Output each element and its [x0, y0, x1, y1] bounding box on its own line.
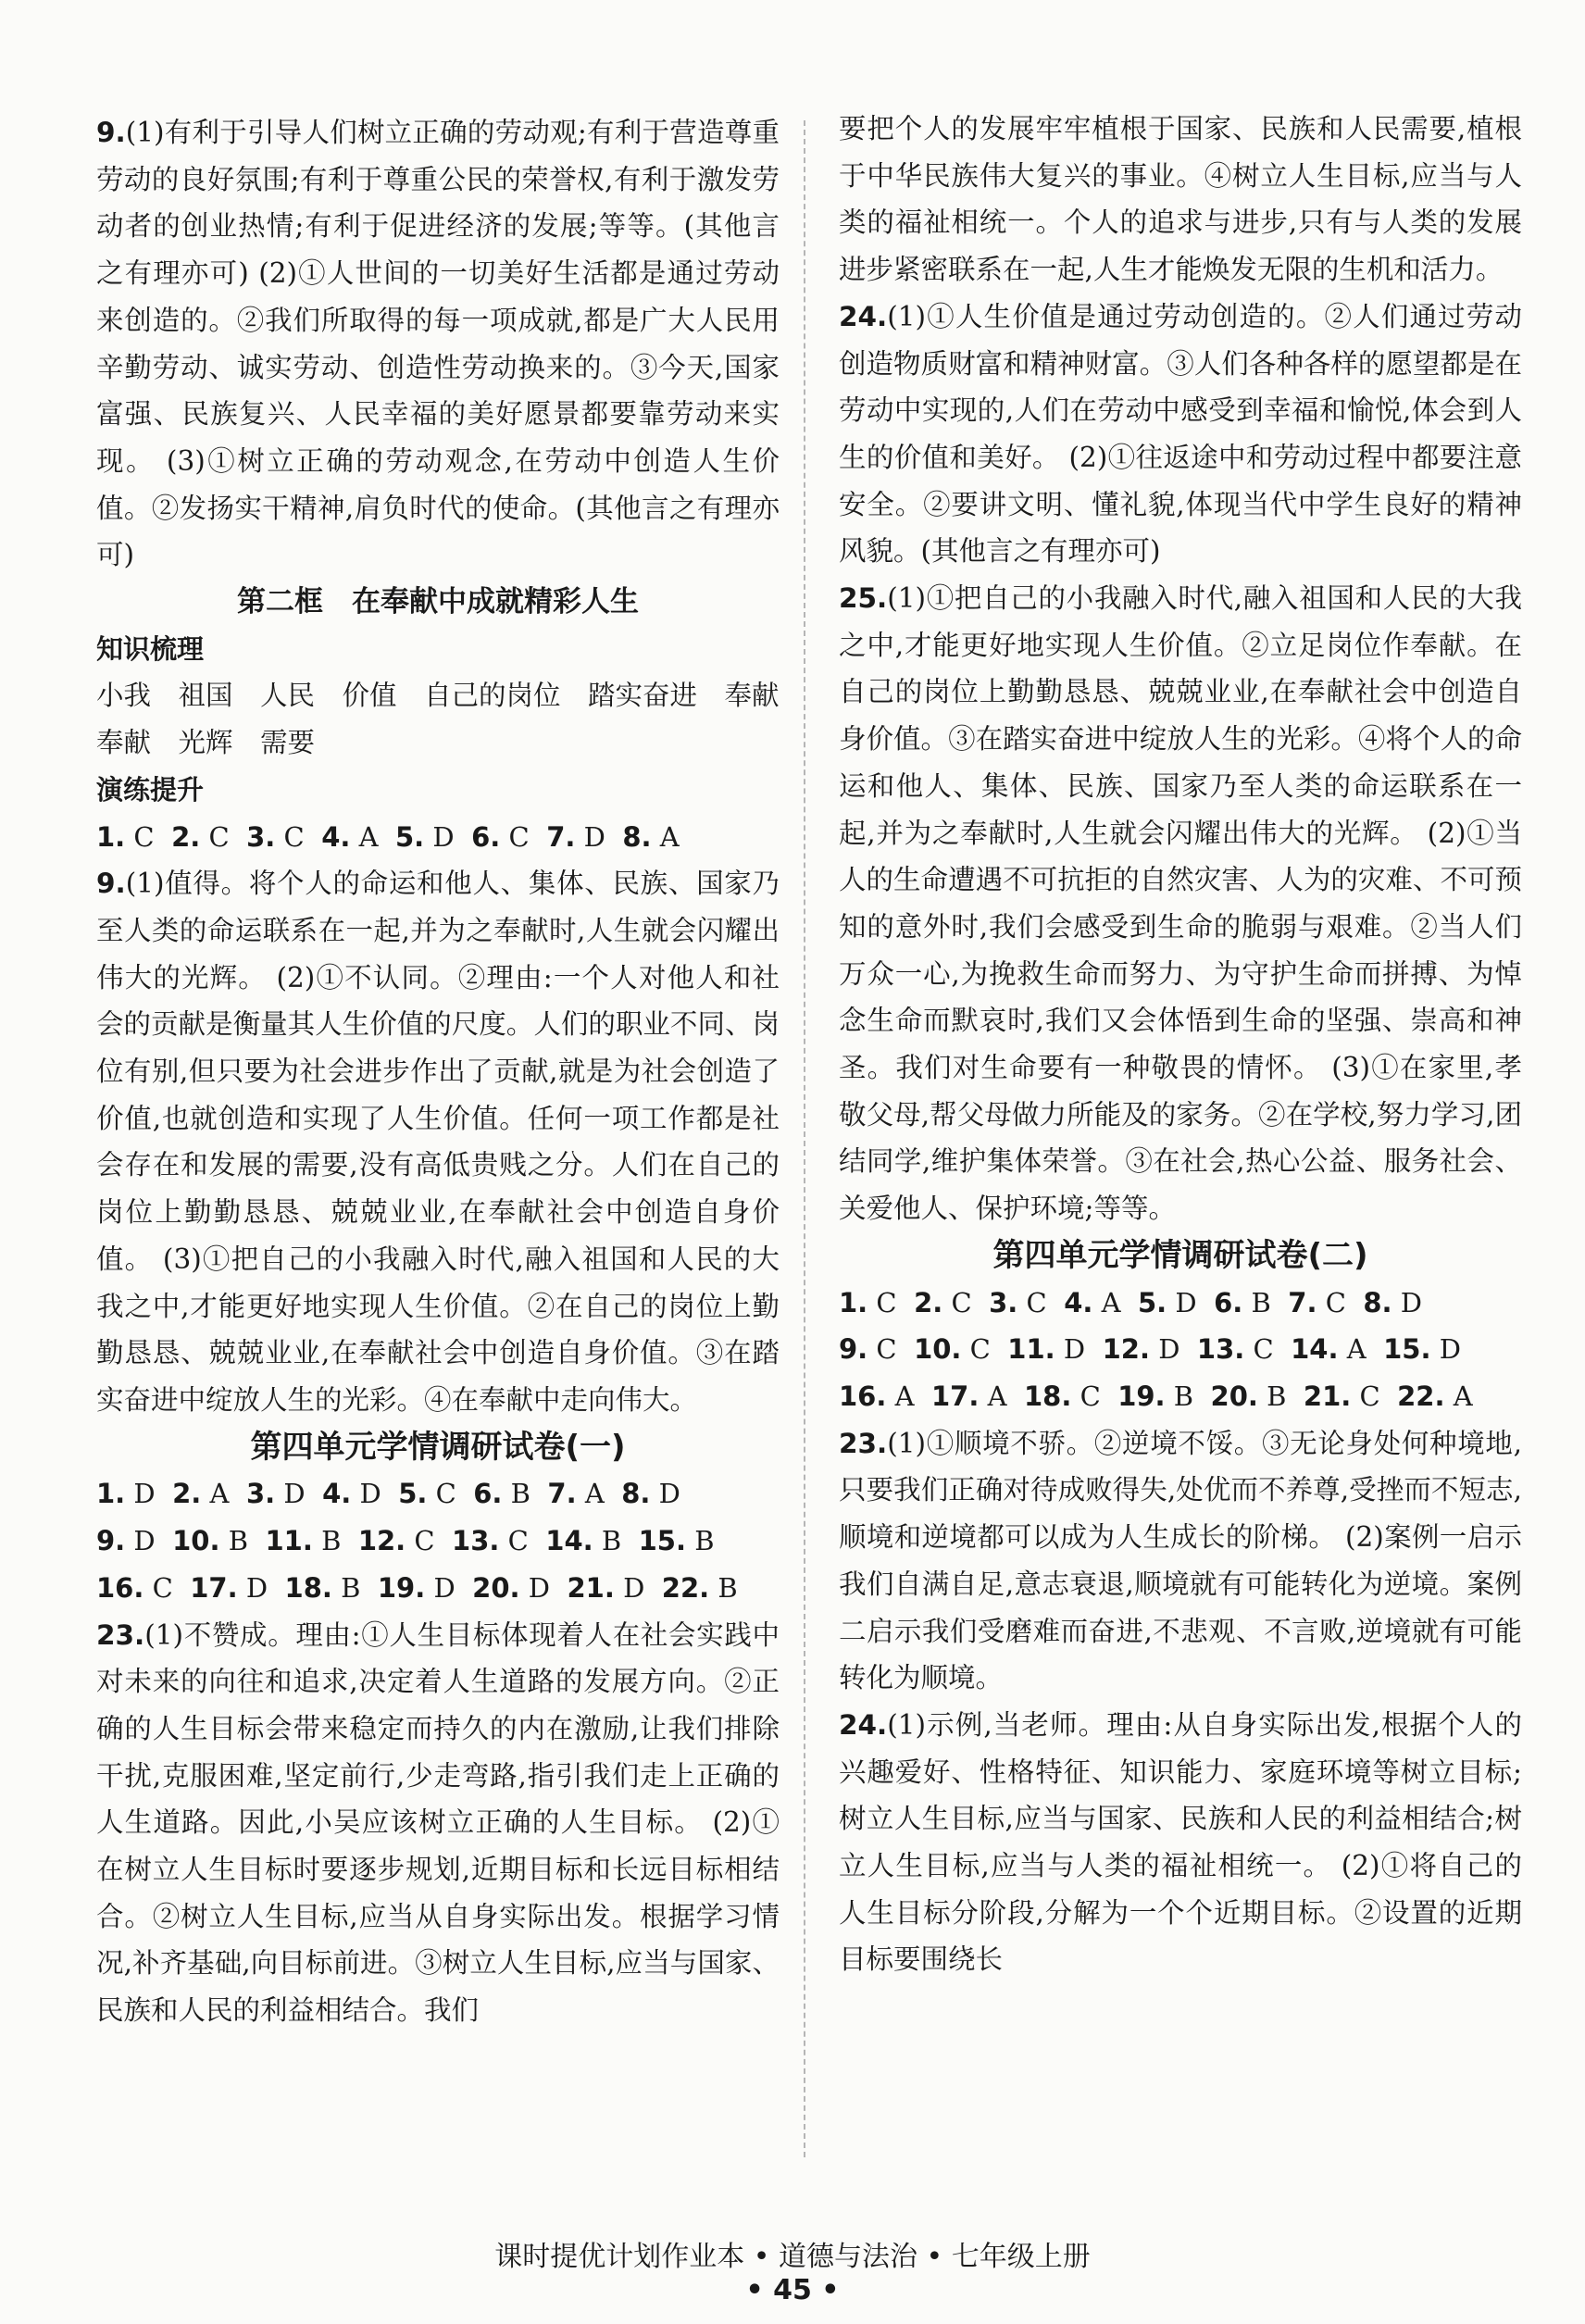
test2-row-2: 9. C 10. C 11. D 12. D 13. C 14. A 15. D: [839, 1333, 1461, 1366]
knowledge-text: 小我 祖国 人民 价值 自己的岗位 踏实奋进 奉献 奉献 光辉 需要: [96, 680, 807, 759]
test1-answer-23: 23.(1)不赞成。理由:①人生目标体现着人在社会实践中对未来的向往和追求,决定着人生道路的发展方向。②正确的人生目标会带来稳定而持久的内在激励,让我们排除干扰,克服困难,坚定前行,少走弯路,指引我们走上正确的人生道路。因此,小吴应该树立正确的人生目标。 (2)①在树立人生目标时要逐步规划,近期目标和长远目标相结合。②树立人生目标,应当从自身实际出发。根据学习情况,补齐基础,向目标前进。③树立人生目标,应当与国家、民族和人民的利益相结合。我们: [96, 1618, 780, 2027]
left-column: [96, 109, 807, 2034]
test2-title: 第四单元学情调研试卷(二): [992, 1236, 1368, 1274]
page-number: • 45 •: [745, 2274, 840, 2306]
test2-row-3: 16. A 17. A 18. C 19. B 20. B 21. C 22. A: [839, 1380, 1473, 1412]
answer-p9: 9.(1)值得。将个人的命运和他人、集体、民族、国家乃至人类的命运联系在一起,并为之奉献时,人生就会闪耀出伟大的光辉。 (2)①不认同。②理由:一个人对他人和社会的贡献是衡量其人生价值的尺度。人们的职业不同、岗位有别,但只要为社会进步作出了贡献,就是为社会创造了价值,也就创造和实现了人生价值。任何一项工作都是社会存在和发展的需要,没有高低贵贱之分。人们在自己的岗位上勤勤恳恳、兢兢业业,在奉献社会中创造自身价值。 (3)①把自己的小我融入时代,融入祖国和人民的大我之中,才能更好地实现人生价值。②在自己的岗位上勤勤恳恳、兢兢业业,在奉献社会中创造自身价值。③在踏实奋进中绽放人生的光彩。④在奉献中走向伟大。: [96, 868, 780, 1416]
test2-answer-23: 23.(1)①顺境不骄。②逆境不馁。③无论身处何种境地,只要我们正确对待成败得失,处优而不养尊,受挫而不短志,顺境和逆境都可以成为人生成长的阶梯。 (2)案例一启示我们自满自足,意志衰退,顺境就有可能转化为逆境。案例二启示我们受磨难而奋进,不悲观、不言败,逆境就有可能转化为顺境。: [839, 1427, 1522, 1694]
right-column: [839, 106, 1522, 1983]
continued-text: 要把个人的发展牢牢植根于国家、民族和人民需要,植根于中华民族伟大复兴的事业。④树立人生目标,应当与人类的福祉相统一。个人的追求与进步,只有与人类的发展进步紧密联系在一起,人生才能焕发无限的生机和活力。: [839, 113, 1522, 286]
test2-answer-24: 24.(1)示例,当老师。理由:从自身实际出发,根据个人的兴趣爱好、性格特征、知识能力、家庭环境等树立目标;树立人生目标,应当与国家、民族和人民的利益相结合;树立人生目标,应当与人类的福祉相统一。 (2)①将自己的人生目标分阶段,分解为一个个近期目标。②设置的近期目标要围绕长: [839, 1708, 1522, 1976]
test1-title: 第四单元学情调研试卷(一): [250, 1428, 626, 1466]
section-title: 第二框 在奉献中成就精彩人生: [237, 585, 639, 619]
test1-row-3: 16. C 17. D 18. B 19. D 20. D 21. D 22. B: [96, 1571, 738, 1604]
column-divider: [804, 120, 805, 2157]
test2-row-1: 1. C 2. C 3. C 4. A 5. D 6. B 7. C 8. D: [839, 1286, 1423, 1318]
knowledge-label: 知识梳理: [96, 632, 205, 665]
mc-answers: 1. C 2. C 3. C 4. A 5. D 6. C 7. D 8. A: [96, 820, 680, 853]
test1-row-2: 9. D 10. B 11. B 12. C 13. C 14. B 15. B: [96, 1525, 715, 1557]
answer-q9: 9.(1)有利于引导人们树立正确的劳动观;有利于营造尊重劳动的良好氛围;有利于尊重公民的荣誉权,有利于激发劳动者的创业热情;有利于促进经济的发展;等等。(其他言之有理亦可) (2)①人世间的一切美好生活都是通过劳动来创造的。②我们所取得的每一项成就,都是广大人民用辛勤劳动、诚实劳动、创造性劳动换来的。③今天,国家富强、民族复兴、人民幸福的美好愿景都要靠劳动来实现。 (3)①树立正确的劳动观念,在劳动中创造人生价值。②发扬实干精神,肩负时代的使命。(其他言之有理亦可): [96, 117, 780, 571]
answer-25: 25.(1)①把自己的小我融入时代,融入祖国和人民的大我之中,才能更好地实现人生价值。②立足岗位作奉献。在自己的岗位上勤勤恳恳、兢兢业业,在奉献社会中创造自身价值。③在踏实奋进中绽放人生的光彩。④将个人的命运和他人、集体、民族、国家乃至人类的命运联系在一起,并为之奉献时,人生就会闪耀出伟大的光辉。 (2)①当人的生命遭遇不可抗拒的自然灾害、人为的灾难、不可预知的意外时,我们会感受到生命的脆弱与艰难。②当人们万众一心,为挽救生命而努力、为守护生命而拼搏、为悼念生命而默哀时,我们又会体悟到生命的坚强、崇高和神圣。我们对生命要有一种敬畏的情怀。 (3)①在家里,孝敬父母,帮父母做力所能及的家务。②在学校,努力学习,团结同学,维护集体荣誉。③在社会,热心公益、服务社会、关爱他人、保护环境;等等。: [839, 582, 1522, 1225]
footer-book-title: 课时提优计划作业本 • 道德与法治 • 七年级上册: [494, 2241, 1091, 2273]
test1-row-1: 1. D 2. A 3. D 4. D 5. C 6. B 7. A 8. D: [96, 1478, 680, 1510]
practice-label: 演练提升: [96, 773, 205, 806]
answer-24: 24.(1)①人生价值是通过劳动创造的。②人们通过劳动创造物质财富和精神财富。③人们各种各样的愿望都是在劳动中实现的,人们在劳动中感受到幸福和愉悦,体会到人生的价值和美好。 (2)①往返途中和劳动过程中都要注意安全。②要讲文明、懂礼貌,体现当代中学生良好的精神风貌。(其他言之有理亦可): [839, 300, 1522, 568]
